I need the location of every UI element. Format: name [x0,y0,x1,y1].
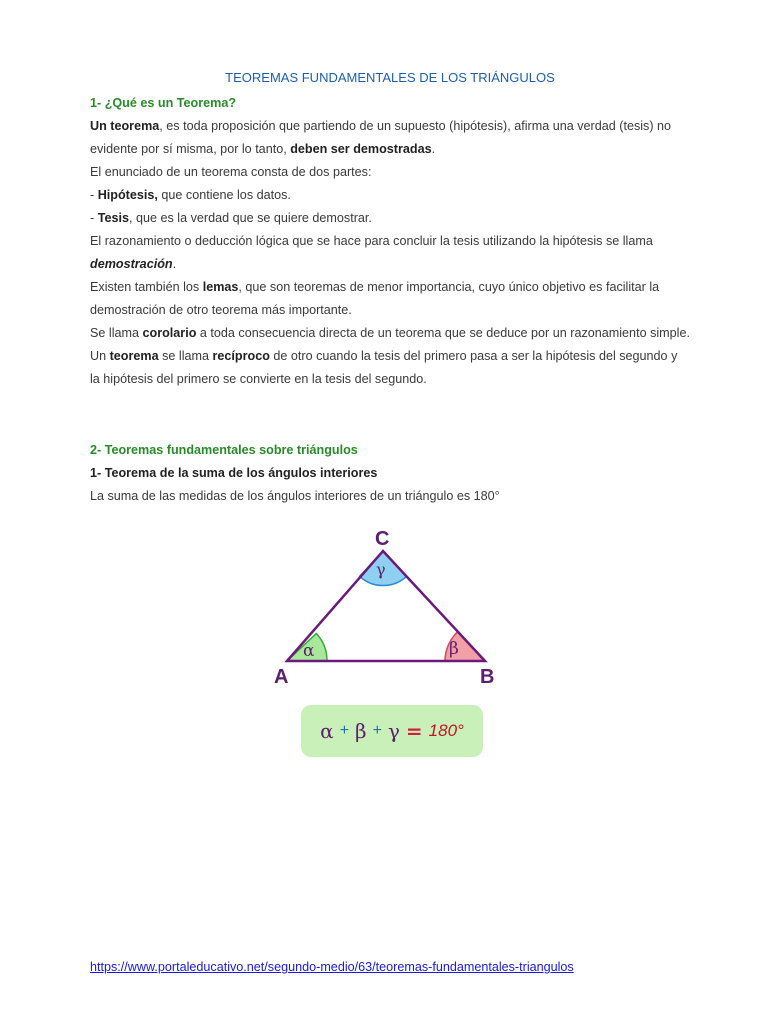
text-span: - [90,211,98,225]
text-span: . [431,142,436,156]
paragraph-parts: El enunciado de un teorema consta de dos partes: [90,165,372,179]
text-span: . [172,257,177,271]
paragraph-definition [90,115,690,161]
formula-beta: β [355,719,367,743]
text-span: se llama [158,349,213,363]
formula-alpha: α [320,719,334,743]
term-tesis: Tesis [97,211,129,225]
formula-value: 180° [428,721,464,740]
paragraph-reciproco [90,345,690,391]
text-span: , que son teoremas de menor importancia, cuyo único objetivo es facilitar la demostración de otro teorema más importante. [90,280,660,317]
term-un-teorema: Un teorema [90,119,160,133]
theorem-subheading: 1- Teorema de la suma de los ángulos interiores [90,466,378,480]
text-span: - [90,188,98,202]
text-span: Un [90,349,110,363]
vertex-b-label: B [480,666,495,688]
text-span: Existen también los [90,280,203,294]
term-deben-ser-demostradas: deben ser demostradas [290,142,432,156]
formula-box [301,705,483,757]
term-corolario: corolario [142,326,197,340]
text-span: que contiene los datos. [157,188,291,202]
paragraph-demostracion [90,230,690,276]
section1-heading: 1- ¿Qué es un Teorema? [90,96,237,110]
text-span: de otro cuando la tesis del primero pasa a ser la hipótesis del segundo y la hipótesis del primero se convierte en la tesis del segundo. [90,349,678,386]
formula-equals: = [405,719,423,743]
text-span: , que es la verdad que se quiere demostrar. [128,211,372,225]
page-title: TEOREMAS FUNDAMENTALES DE LOS TRIÁNGULOS [225,70,555,85]
section-what-is-theorem [90,92,690,391]
term-hipotesis: Hipótesis, [97,188,158,202]
formula-plus-2: + [372,722,382,739]
section-triangle-theorems [90,439,690,508]
source-link[interactable]: https://www.portaleducativo.net/segundo-medio/63/teoremas-fundamentales-triangulos [90,960,574,974]
formula-plus-1: + [339,722,350,739]
term-reciproco: recíproco [212,349,270,363]
term-teorema: teorema [109,349,159,363]
paragraph-corolario [90,322,690,345]
angle-gamma-label: γ [376,560,386,579]
text-span: a toda consecuencia directa de un teorema que se deduce por un razonamiento simple. [196,326,690,340]
text-span: , es toda proposición que partiendo de un supuesto (hipótesis), afirma una verdad (tesis) no evidente por sí misma, por lo tanto, [90,119,672,156]
list-item-hipotesis [90,184,690,207]
section2-heading: 2- Teoremas fundamentales sobre triángulos [90,443,358,457]
text-span: El razonamiento o deducción lógica que se hace para concluir la tesis utilizando la hipótesis se llama [90,234,653,248]
angle-alpha-label: α [303,641,315,661]
paragraph-lemas [90,276,690,322]
list-item-tesis [90,207,690,230]
vertex-a-label: A [274,666,289,688]
formula-gamma: γ [387,719,400,743]
theorem-statement: La suma de las medidas de los ángulos interiores de un triángulo es 180° [90,489,500,503]
term-demostracion: demostración [90,257,173,271]
term-lemas: lemas [202,280,239,294]
angle-sum-formula [301,705,483,757]
angle-beta-label: β [449,639,459,659]
text-span: Se llama [90,326,143,340]
vertex-c-label: C [375,528,390,550]
